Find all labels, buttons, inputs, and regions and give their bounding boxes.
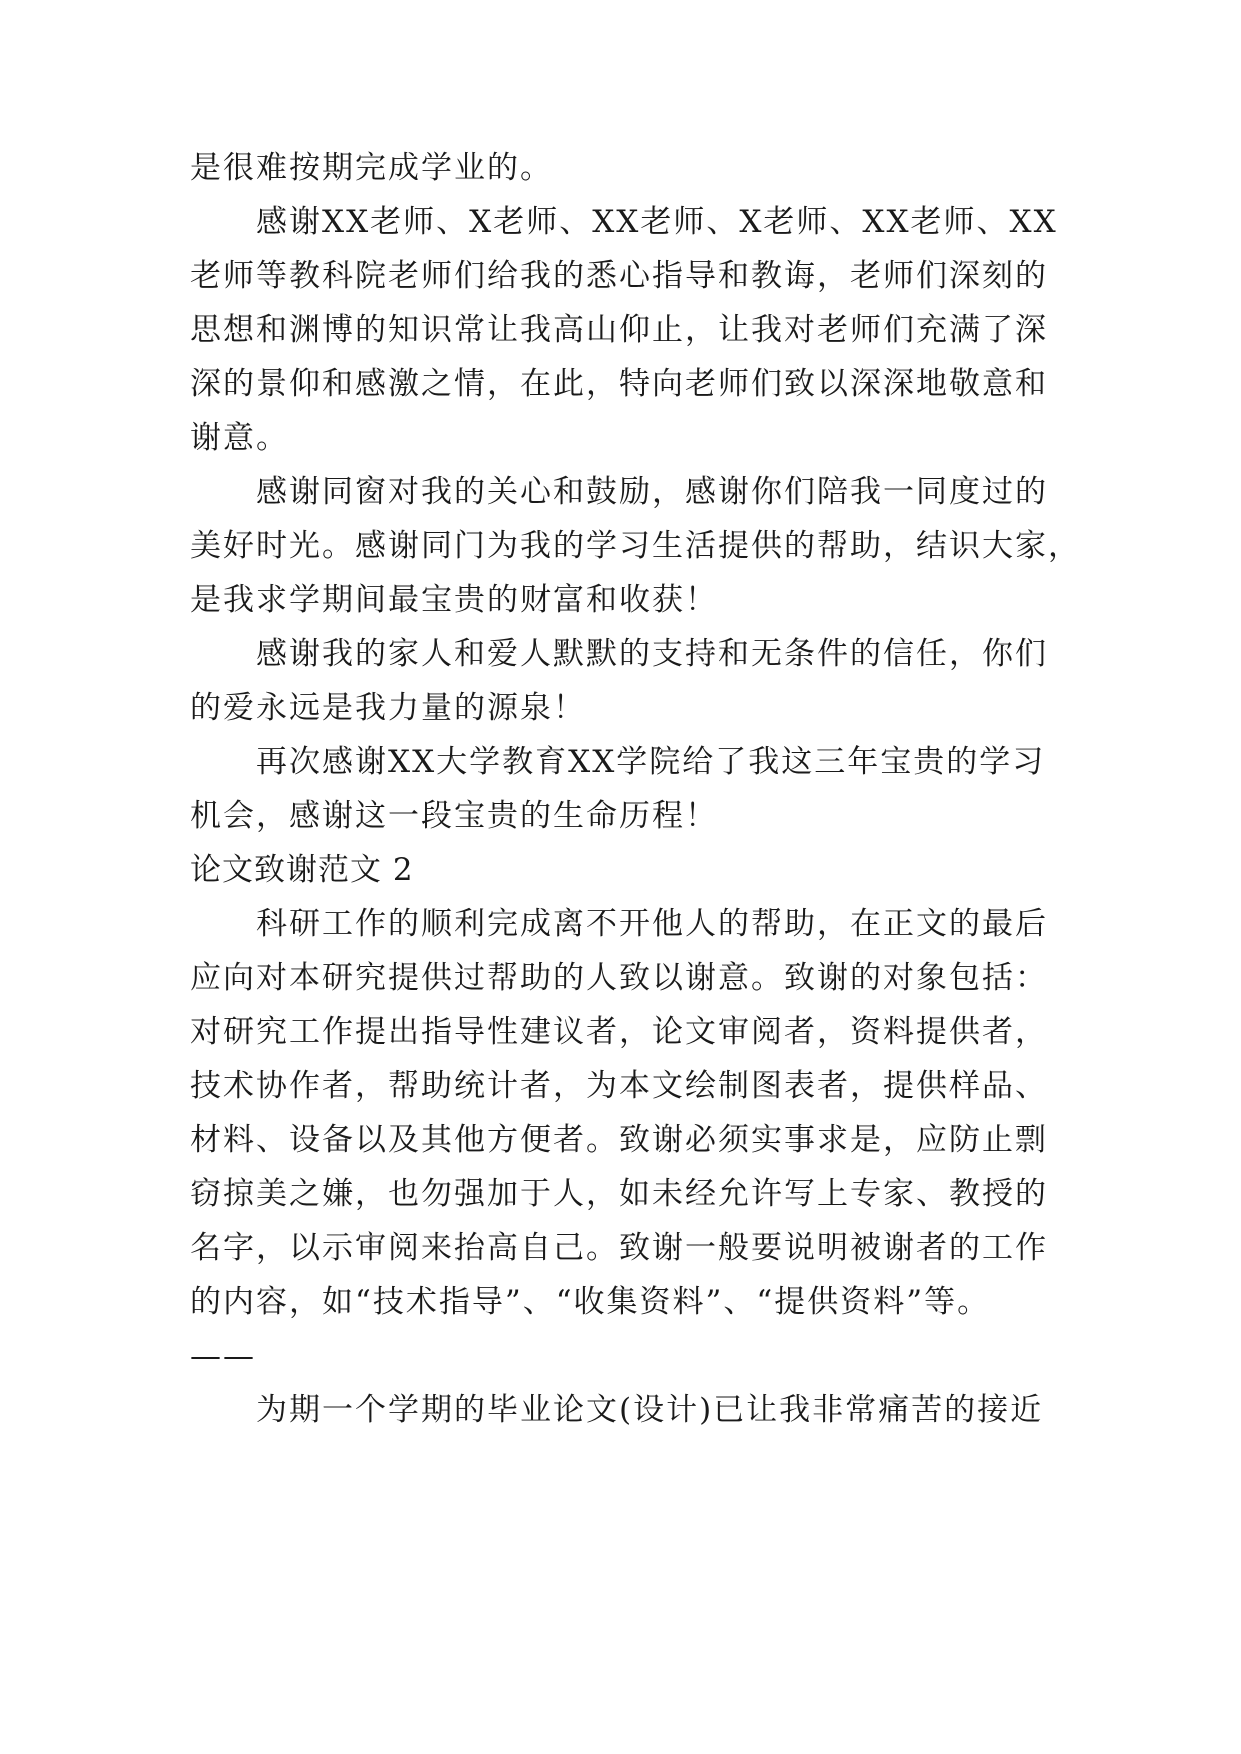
paragraph-line: 感谢同窗对我的关心和鼓励，感谢你们陪我一同度过的 — [256, 474, 1048, 510]
paragraph-line: 再次感谢XX大学教育XX学院给了我这三年宝贵的学习 — [256, 744, 1046, 780]
dash-separator: —— — [190, 1338, 256, 1374]
paragraph-line: 技术协作者，帮助统计者，为本文绘制图表者，提供样品、 — [190, 1068, 1048, 1104]
paragraph-line: 科研工作的顺利完成离不开他人的帮助，在正文的最后 — [256, 906, 1048, 942]
paragraph-line: 感谢我的家人和爱人默默的支持和无条件的信任，你们 — [256, 636, 1048, 672]
paragraph-line: 深的景仰和感激之情，在此，特向老师们致以深深地敬意和 — [190, 366, 1048, 402]
paragraph-line: 应向对本研究提供过帮助的人致以谢意。致谢的对象包括： — [190, 960, 1048, 996]
paragraph-line: 为期一个学期的毕业论文(设计)已让我非常痛苦的接近 — [256, 1392, 1044, 1428]
paragraph-line: 材料、设备以及其他方便者。致谢必须实事求是，应防止剽 — [190, 1122, 1048, 1158]
paragraph-line: 名字，以示审阅来抬高自己。致谢一般要说明被谢者的工作 — [190, 1230, 1048, 1266]
paragraph-line: 感谢XX老师、X老师、XX老师、X老师、XX老师、XX — [256, 204, 1058, 240]
paragraph-line: 老师等教科院老师们给我的悉心指导和教诲，老师们深刻的 — [190, 258, 1048, 294]
paragraph-line: 的内容，如“技术指导”、“收集资料”、“提供资料”等。 — [190, 1284, 991, 1320]
paragraph-line: 的爱永远是我力量的源泉！ — [190, 690, 586, 726]
paragraph-line: 对研究工作提出指导性建议者，论文审阅者，资料提供者， — [190, 1014, 1048, 1050]
paragraph-line: 窃掠美之嫌，也勿强加于人，如未经允许写上专家、教授的 — [190, 1176, 1048, 1212]
paragraph-line: 机会，感谢这一段宝贵的生命历程！ — [190, 798, 718, 834]
paragraph-line: 思想和渊博的知识常让我高山仰止，让我对老师们充满了深 — [190, 312, 1048, 348]
paragraph-line: 是很难按期完成学业的。 — [190, 150, 553, 186]
paragraph-line: 是我求学期间最宝贵的财富和收获！ — [190, 582, 718, 618]
section-heading: 论文致谢范文 2 — [190, 852, 414, 888]
paragraph-line: 谢意。 — [190, 420, 289, 456]
paragraph-line: 美好时光。感谢同门为我的学习生活提供的帮助，结识大家， — [190, 528, 1081, 564]
